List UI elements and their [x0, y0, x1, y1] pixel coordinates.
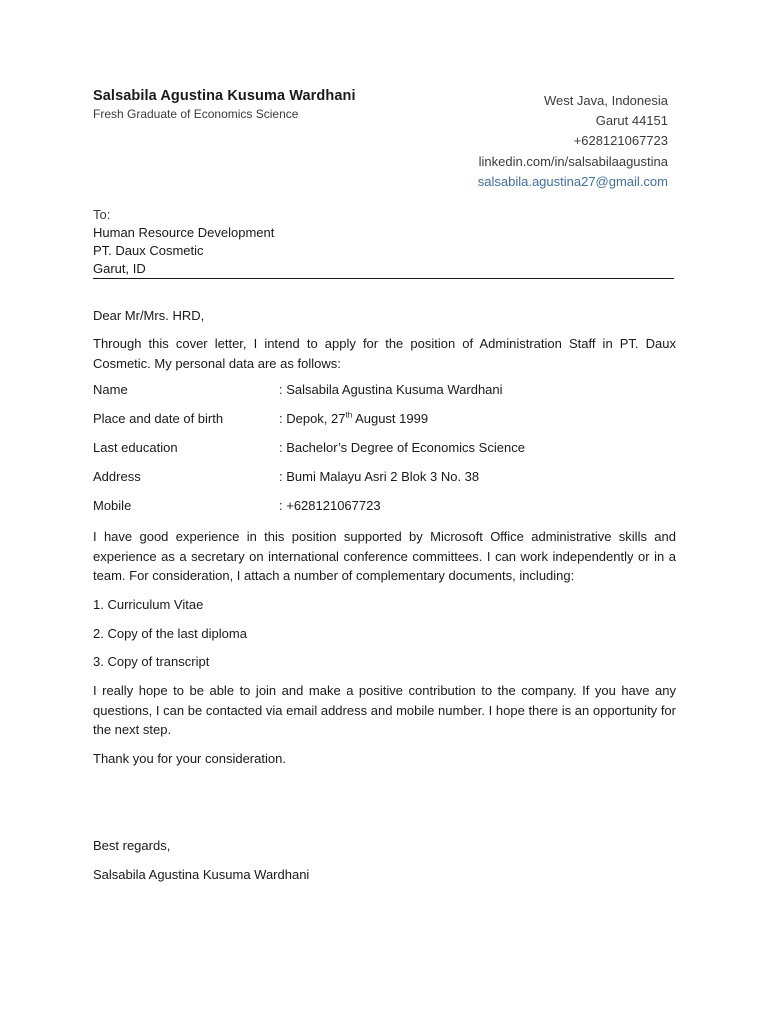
- closing-paragraph: I really hope to be able to join and make a positive contribution to the company. If you have any questions, I can be contacted via email address and mobile number. I hope there is an opportunity for the next step.: [93, 683, 676, 737]
- personal-data-row-education: [93, 440, 676, 469]
- sign-off: Best regards,: [93, 838, 171, 853]
- recipient-label: To:: [93, 207, 111, 222]
- attachment-item: 1. Curriculum Vitae: [93, 597, 204, 612]
- sender-title: Fresh Graduate of Economics Science: [93, 107, 299, 121]
- contact-block: [478, 91, 668, 192]
- experience-paragraph: I have good experience in this position supported by Microsoft Office administrative skills and experience as a secretary on international conference committees. I can work independently or in a team. For consideration, I attach a number of complementary documents, including:: [93, 529, 676, 583]
- recipient-location: Garut, ID: [93, 261, 146, 276]
- salutation: Dear Mr/Mrs. HRD,: [93, 308, 205, 323]
- contact-phone: +628121067723: [573, 133, 668, 149]
- recipient-company: PT. Daux Cosmetic: [93, 243, 204, 258]
- data-value: : Bumi Malayu Asri 2 Blok 3 No. 38: [279, 469, 480, 484]
- personal-data-row-birth: [93, 411, 676, 440]
- birth-value-sup: th: [345, 410, 353, 420]
- data-label: Name: [93, 382, 128, 397]
- recipient-block: [93, 206, 674, 279]
- birth-value-prefix: : Depok, 27: [279, 411, 346, 426]
- recipient-department: Human Resource Development: [93, 225, 275, 240]
- contact-email[interactable]: salsabila.agustina27@gmail.com: [477, 173, 668, 189]
- data-value: : Salsabila Agustina Kusuma Wardhani: [279, 382, 503, 397]
- data-label: Mobile: [93, 498, 132, 513]
- data-value: : +628121067723: [279, 498, 381, 513]
- data-value: [279, 411, 428, 426]
- contact-region: West Java, Indonesia: [543, 93, 668, 108]
- signature-name: Salsabila Agustina Kusuma Wardhani: [93, 867, 310, 882]
- contact-city: Garut 44151: [595, 113, 668, 129]
- data-value: : Bachelor’s Degree of Economics Science: [279, 440, 525, 455]
- contact-linkedin[interactable]: linkedin.com/in/salsabilaagustina: [478, 153, 668, 169]
- personal-data-row-name: [93, 382, 676, 411]
- personal-data-row-mobile: [93, 498, 676, 527]
- sender-name: Salsabila Agustina Kusuma Wardhani: [93, 88, 356, 104]
- data-label: Last education: [93, 440, 178, 455]
- data-label: Address: [93, 469, 141, 484]
- personal-data-table: [93, 382, 676, 527]
- attachment-item: 3. Copy of transcript: [93, 654, 210, 669]
- birth-value-suffix: August 1999: [352, 411, 429, 426]
- personal-data-row-address: [93, 469, 676, 498]
- intro-paragraph: Through this cover letter, I intend to apply for the position of Administration Staff in PT. Daux Cosmetic. My personal data are as follows:: [93, 336, 676, 371]
- thanks-line: Thank you for your consideration.: [93, 751, 286, 766]
- data-label: Place and date of birth: [93, 411, 224, 426]
- attachment-item: 2. Copy of the last diploma: [93, 626, 247, 641]
